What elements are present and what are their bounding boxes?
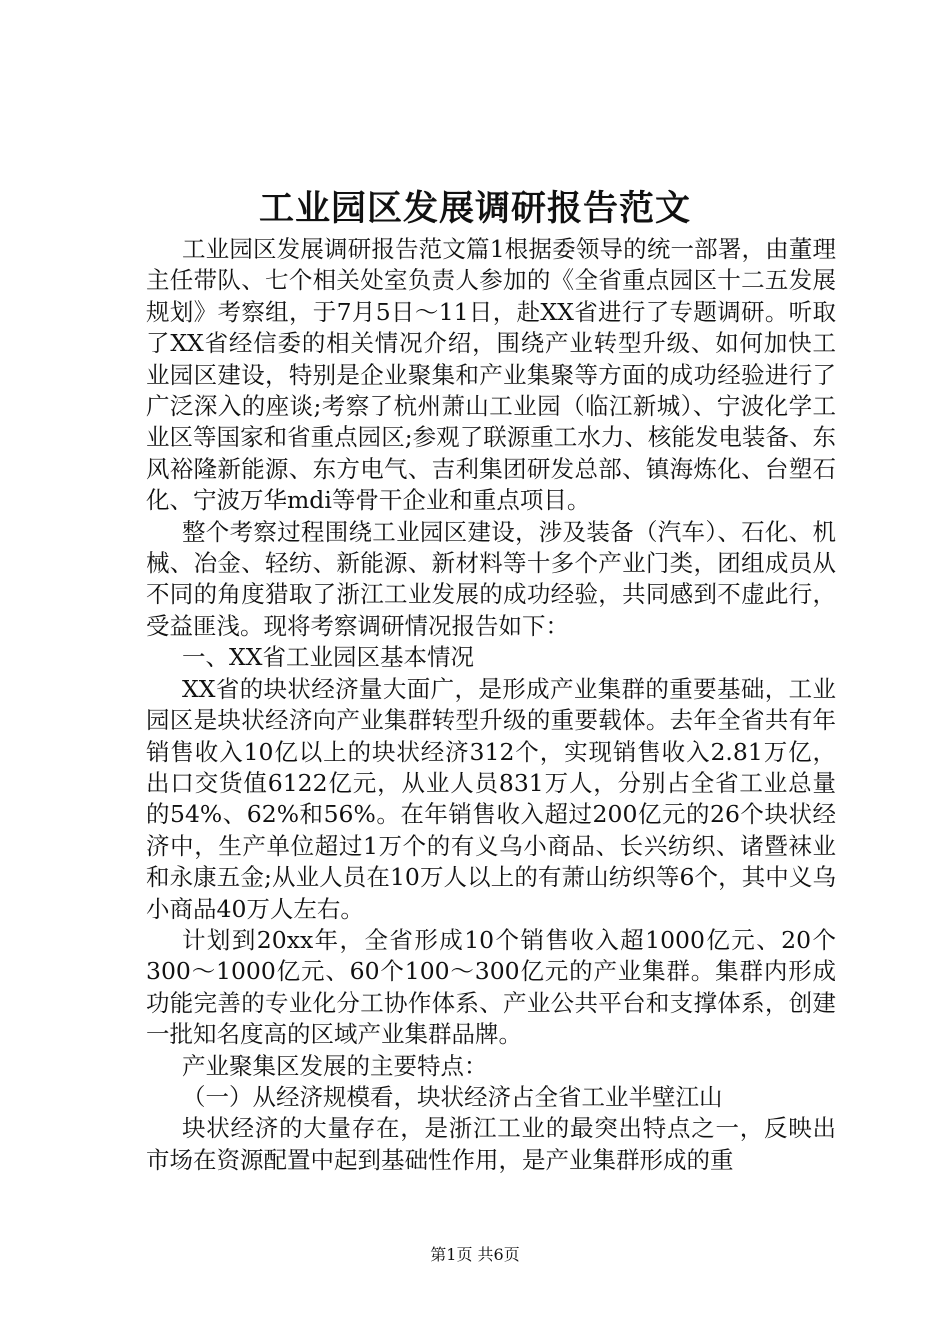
paragraph-plan: 计划到20xx年，全省形成10个销售收入超1000亿元、20个300～1000亿元、60个100～300亿元的产业集群。集群内形成功能完善的专业化分工协作体系、产业公共平台和支撑体系，创建一批知名度高的区域产业集群品牌。 xyxy=(146,925,836,1049)
paragraph-overview: 整个考察过程围绕工业园区建设，涉及装备（汽车）、石化、机械、冶金、轻纺、新能源、新材料等十多个产业门类，团组成员从不同的角度猎取了浙江工业发展的成功经验，共同感到不虚此行，受益匪浅。现将考察调研情况报告如下： xyxy=(146,517,836,640)
document-body xyxy=(146,234,836,1176)
paragraph-block-economy-existence: 块状经济的大量存在，是浙江工业的最突出特点之一，反映出市场在资源配置中起到基础性作用，是产业集群形成的重 xyxy=(146,1114,836,1174)
document-title: 工业园区发展调研报告范文 xyxy=(258,188,691,229)
section-heading-basic-situation: 一、XX省工业园区基本情况 xyxy=(182,643,474,672)
paragraph-block-economy: XX省的块状经济量大面广，是形成产业集群的重要基础，工业园区是块状经济向产业集群转型升级的重要载体。去年全省共有年销售收入10亿以上的块状经济312个，实现销售收入2.81万亿，出口交货值6122亿元，从业人员831万人，分别占全省工业总量的54%、62%和56%。在年销售收入超过200亿元的26个块状经济中，生产单位超过1万个的有义乌小商品、长兴纺织、诸暨袜业和永康五金;从业人员在10万人以上的有萧山纺织等6个，其中义乌小商品40万人左右。 xyxy=(146,674,836,923)
page-footer: 第1页 共6页 xyxy=(430,1245,520,1264)
paragraph-features-lead: 产业聚集区发展的主要特点： xyxy=(182,1051,488,1080)
subheading-economic-scale: （一）从经济规模看，块状经济占全省工业半壁江山 xyxy=(182,1082,723,1111)
paragraph-intro: 工业园区发展调研报告范文篇1根据委领导的统一部署，由董理主任带队、七个相关处室负责人参加的《全省重点园区十二五发展规划》考察组，于7月5日～11日，赴XX省进行了专题调研。听取了XX省经信委的相关情况介绍，围绕产业转型升级、如何加快工业园区建设，特别是企业聚集和产业集聚等方面的成功经验进行了广泛深入的座谈;考察了杭州萧山工业园（临江新城）、宁波化学工业区等国家和省重点园区;参观了联源重工水力、核能发电装备、东风裕隆新能源、东方电气、吉利集团研发总部、镇海炼化、台塑石化、宁波万华mdi等骨干企业和重点项目。 xyxy=(146,235,836,515)
